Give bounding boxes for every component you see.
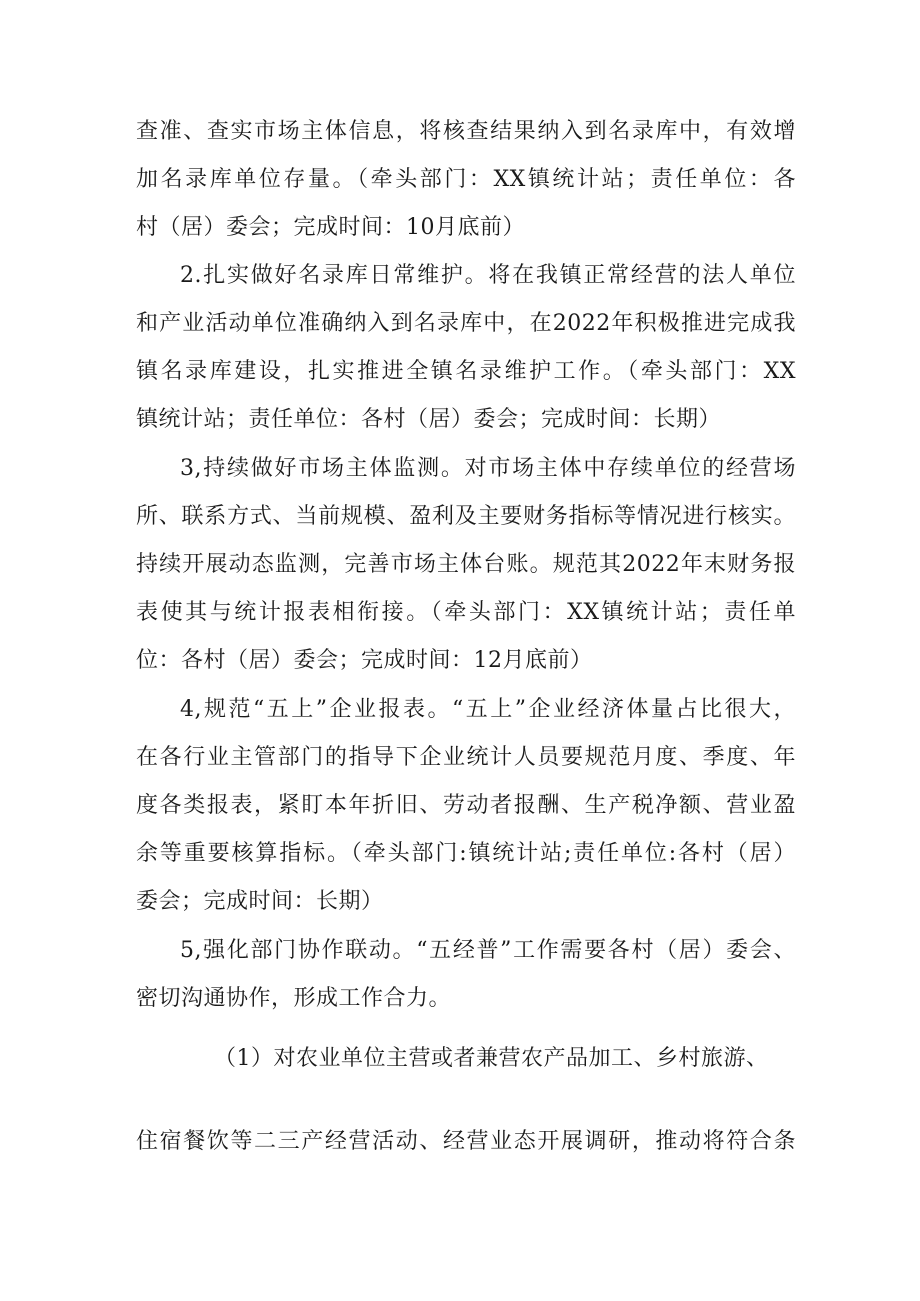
- paragraph-line: 在各行业主管部门的指导下企业统计人员要规范月度、季度、年: [136, 745, 796, 770]
- paragraph-line: 3,持续做好市场主体监测。对市场主体中存续单位的经营场: [180, 456, 796, 481]
- paragraph-line: 度各类报表，紧盯本年折旧、劳动者报酬、生产税净额、营业盈: [136, 793, 796, 818]
- paragraph-line: 表使其与统计报表相衔接。（牵头部门：XX镇统计站；责任单: [136, 600, 796, 625]
- paragraph-line: 镇统计站；责任单位：各村（居）委会；完成时间：长期）: [136, 407, 722, 432]
- paragraph-line: 5,强化部门协作联动。“五经普”工作需要各村（居）委会、: [180, 938, 796, 963]
- paragraph-line: 所、联系方式、当前规模、盈利及主要财务指标等情况进行核实。: [136, 504, 796, 529]
- paragraph-line: 村（居）委会；完成时间：10月底前）: [136, 215, 525, 240]
- paragraph-line: 余等重要核算指标。（牵头部门:镇统计站;责任单位:各村（居）: [136, 841, 796, 866]
- paragraph-line: （1）对农业单位主营或者兼营农产品加工、乡村旅游、: [214, 1046, 769, 1071]
- paragraph-line: 4,规范“五上”企业报表。“五上”企业经济体量占比很大，: [180, 697, 796, 722]
- paragraph-line: 委会；完成时间：长期）: [136, 889, 384, 914]
- paragraph-line: 住宿餐饮等二三产经营活动、经营业态开展调研，推动将符合条: [136, 1129, 796, 1154]
- paragraph-line: 加名录库单位存量。（牵头部门：XX镇统计站；责任单位：各: [136, 167, 796, 192]
- paragraph-line: 查准、查实市场主体信息，将核查结果纳入到名录库中，有效增: [136, 119, 796, 144]
- paragraph-line: 持续开展动态监测，完善市场主体台账。规范其2022年末财务报: [136, 552, 796, 577]
- paragraph-line: 密切沟通协作，形成工作合力。: [136, 986, 452, 1011]
- paragraph-line: 和产业活动单位准确纳入到名录库中，在2022年积极推进完成我: [136, 311, 796, 336]
- paragraph-line: 镇名录库建设，扎实推进全镇名录维护工作。（牵头部门：XX: [136, 359, 796, 384]
- paragraph-line: 位：各村（居）委会；完成时间：12月底前）: [136, 648, 593, 673]
- paragraph-line: 2.扎实做好名录库日常维护。将在我镇正常经营的法人单位: [180, 263, 796, 288]
